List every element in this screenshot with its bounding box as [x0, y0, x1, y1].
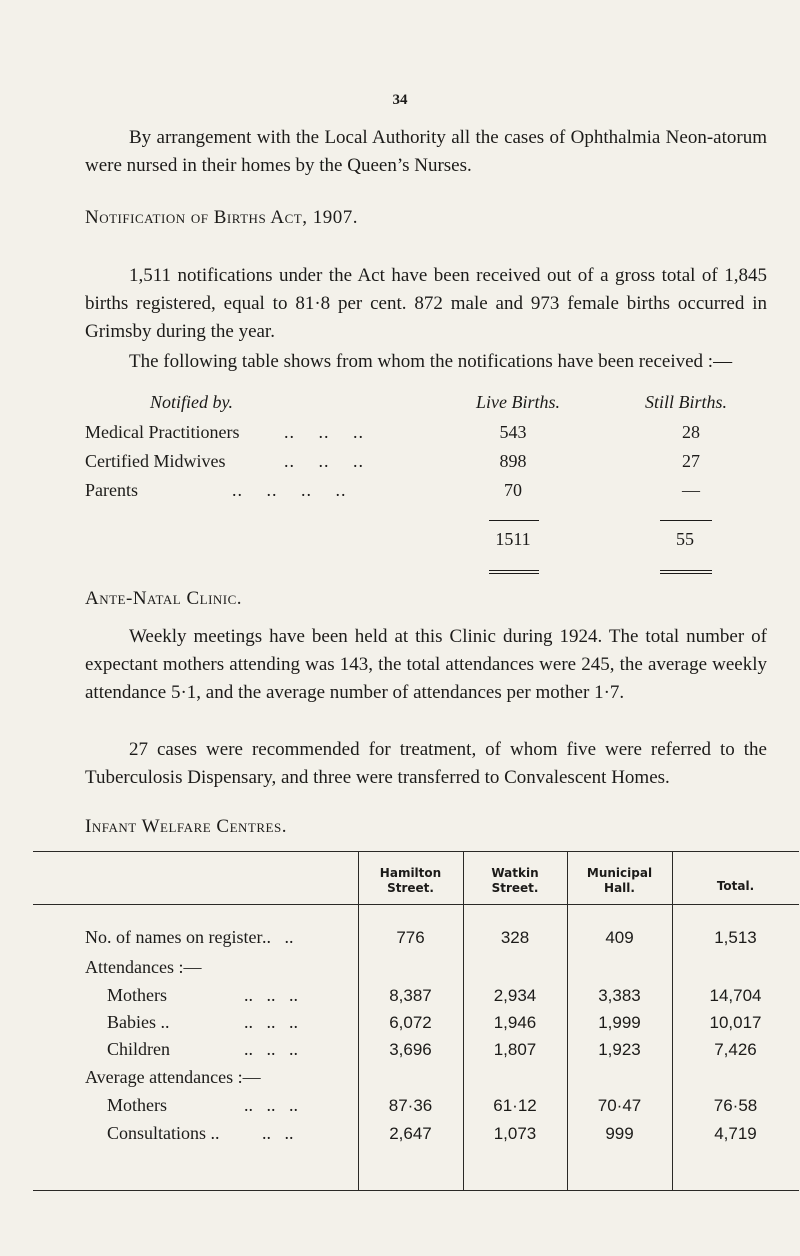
antenatal-paragraph-1: Weekly meetings have been held at this Clinic during 1924. The total number of expectant mothers attending was 143, the total attendances were 245, the average weekly attendance 5·1, and the average number of attendances per mother 1·7. — [85, 626, 767, 703]
infant-welfare-heading: Infant Welfare Centres. — [85, 816, 287, 837]
still-medical: 28 — [682, 422, 700, 442]
welfare-cell: 14,704 — [709, 986, 762, 1005]
live-midwives: 898 — [499, 451, 527, 471]
header-live-births: Live Births. — [476, 392, 560, 412]
row-dots-parents: .. .. .. .. — [232, 480, 347, 500]
row-dots-midwives: .. .. .. — [284, 451, 364, 471]
welfare-row-leader-dots: .. .. — [262, 1123, 294, 1143]
welfare-cell: 87·36 — [388, 1096, 433, 1115]
welfare-row-label: Children — [107, 1039, 170, 1059]
welfare-cell: 7,426 — [714, 1040, 757, 1059]
col-header-hamilton: Hamilton Street. — [379, 866, 442, 895]
intro-paragraph: By arrangement with the Local Authority all the cases of Ophthalmia Neon-atorum were nursed in their homes by the Queen’s Nurses. — [85, 127, 767, 176]
welfare-cell: 61·12 — [493, 1096, 537, 1115]
welfare-cell: 1,946 — [493, 1013, 537, 1032]
welfare-cell: 70·47 — [597, 1096, 642, 1115]
welfare-row-label: Attendances :— — [85, 957, 202, 977]
header-still-births: Still Births. — [645, 392, 728, 412]
page-number: 34 — [392, 92, 408, 108]
welfare-cell: 3,696 — [389, 1040, 432, 1059]
live-total-rule-1 — [489, 570, 539, 571]
welfare-cell: 1,923 — [598, 1040, 641, 1059]
welfare-row-leader-dots: .. .. .. — [244, 1012, 298, 1032]
col-header-municipal: Municipal Hall. — [586, 866, 653, 895]
welfare-cell: 10,017 — [709, 1013, 762, 1032]
welfare-row-leader-dots: .. .. .. — [244, 1039, 298, 1059]
welfare-row-label: Mothers — [107, 985, 167, 1005]
welfare-cell: 8,387 — [389, 986, 432, 1005]
live-medical: 543 — [499, 422, 527, 442]
welfare-cell: 999 — [605, 1124, 634, 1143]
welfare-cell: 2,934 — [493, 986, 537, 1005]
row-label-parents: Parents — [85, 480, 138, 500]
table-intro-paragraph: The following table shows from whom the notifications have been received :— — [129, 351, 733, 372]
welfare-cell: 1,073 — [493, 1124, 537, 1143]
notification-heading: Notification of Births Act, 1907. — [85, 207, 358, 228]
col-header-watkin: Watkin Street. — [491, 866, 539, 895]
table-header-rule — [33, 904, 799, 905]
still-total: 55 — [676, 529, 694, 549]
welfare-cell: 1,999 — [598, 1013, 641, 1032]
still-sum-rule — [660, 520, 712, 521]
notification-paragraph: 1,511 notifications under the Act have been received out of a gross total of 1,845 births registered, equal to 81·8 per cent. 872 male and 973 female births occurred in Grimsby during the year. — [85, 265, 767, 342]
welfare-cell: 76·58 — [713, 1096, 758, 1115]
live-total-rule-2 — [489, 573, 539, 574]
row-label-medical: Medical Practitioners — [85, 422, 240, 442]
welfare-row-leader-dots: .. .. .. — [244, 985, 298, 1005]
live-parents: 70 — [504, 480, 522, 500]
still-midwives: 27 — [682, 451, 700, 471]
welfare-cell: 6,072 — [389, 1013, 432, 1032]
welfare-cell: 4,719 — [714, 1124, 757, 1143]
welfare-cell: 1,513 — [714, 928, 757, 947]
live-total: 1511 — [495, 529, 531, 549]
welfare-cell: 1,807 — [493, 1040, 537, 1059]
row-dots-medical: .. .. .. — [284, 422, 364, 442]
still-total-rule-1 — [660, 570, 712, 571]
antenatal-paragraph-2: 27 cases were recommended for treatment, of whom five were referred to the Tuberculosis Dispensary, and three were transferred to Convalescent Homes. — [85, 739, 767, 788]
antenatal-heading: Ante-Natal Clinic. — [85, 588, 243, 609]
welfare-row-leader-dots: .. .. — [262, 927, 294, 947]
still-parents: — — [682, 480, 700, 500]
welfare-cell: 776 — [396, 928, 425, 947]
welfare-cell: 3,383 — [598, 986, 641, 1005]
welfare-row-label: Average attendances :— — [85, 1067, 261, 1087]
welfare-row-label: Mothers — [107, 1095, 167, 1115]
table-top-rule — [33, 851, 799, 852]
row-label-midwives: Certified Midwives — [85, 451, 226, 471]
welfare-cell: 2,647 — [389, 1124, 432, 1143]
welfare-row-label: Consultations .. — [107, 1123, 220, 1143]
table-bottom-rule — [33, 1190, 799, 1191]
col-header-total: Total. — [716, 879, 755, 893]
welfare-row-label: Babies .. — [107, 1012, 170, 1032]
header-notified-by: Notified by. — [150, 392, 233, 412]
welfare-row-label: No. of names on register — [85, 927, 263, 947]
live-sum-rule — [489, 520, 539, 521]
still-total-rule-2 — [660, 573, 712, 574]
welfare-cell: 328 — [500, 928, 530, 947]
welfare-row-leader-dots: .. .. .. — [244, 1095, 298, 1115]
welfare-cell: 409 — [605, 928, 634, 947]
